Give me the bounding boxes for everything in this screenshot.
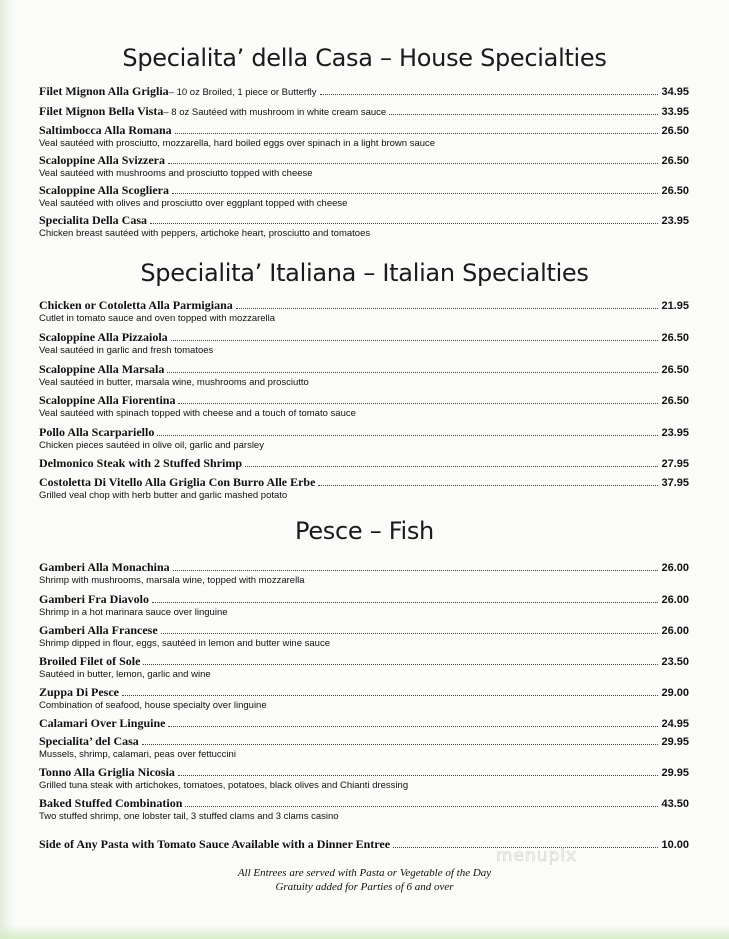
page-edge-shadow <box>0 0 14 939</box>
dot-leader <box>168 726 658 727</box>
item-name: Side of Any Pasta with Tomato Sauce Available with a Dinner Entree <box>39 837 391 851</box>
dot-leader <box>143 664 658 665</box>
dot-leader <box>178 403 658 404</box>
dot-leader <box>175 133 659 134</box>
dot-leader <box>236 308 659 309</box>
dot-leader <box>320 94 659 95</box>
item-price: 26.50 <box>661 155 689 167</box>
menu-item <box>39 104 689 119</box>
item-inline-desc: – 8 oz Sautéed with mushroom in white cream sauce <box>163 107 387 118</box>
item-name: Zuppa Di Pesce <box>39 685 120 699</box>
item-name: Gamberi Fra Diavolo <box>39 592 149 606</box>
menu-item <box>39 84 689 99</box>
menu-item <box>39 654 689 681</box>
dot-leader <box>172 193 658 194</box>
dot-leader <box>161 633 659 634</box>
item-description: Grilled veal chop with herb butter and garlic mashed potato <box>39 490 288 501</box>
menu-item <box>39 623 689 650</box>
item-price: 26.50 <box>661 395 689 407</box>
menu-item <box>39 560 689 587</box>
menu-item <box>39 796 689 823</box>
dot-leader <box>245 466 658 467</box>
item-price: 26.50 <box>661 332 689 344</box>
item-name: Tonno Alla Griglia Nicosia <box>39 765 175 779</box>
menu-item <box>39 298 689 325</box>
item-price: 29.00 <box>661 687 689 699</box>
item-price: 37.95 <box>661 477 689 489</box>
menu-item <box>39 475 689 502</box>
item-description: Sautéed in butter, lemon, garlic and wine <box>39 669 211 680</box>
item-name: Scaloppine Alla Scogliera <box>39 183 170 197</box>
item-price: 26.50 <box>661 364 689 376</box>
item-price: 27.95 <box>661 458 689 470</box>
menupix-watermark: menupix <box>496 846 578 866</box>
item-price: 43.50 <box>661 798 689 810</box>
item-price: 26.50 <box>661 185 689 197</box>
item-price: 29.95 <box>661 736 689 748</box>
menu-item <box>39 213 689 240</box>
dot-leader <box>142 744 659 745</box>
item-name: Filet Mignon Bella Vista <box>39 104 164 118</box>
dot-leader <box>157 435 658 436</box>
item-name: Scaloppine Alla Marsala <box>39 362 165 376</box>
dot-leader <box>178 775 659 776</box>
item-name: Broiled Filet of Sole <box>39 654 141 668</box>
item-price: 24.95 <box>661 718 689 730</box>
section-title-house-specialties: Specialita’ della Casa – House Specialties <box>122 44 607 72</box>
item-name: Specialita Della Casa <box>39 213 147 227</box>
item-description: Veal sautéed in butter, marsala wine, mushrooms and prosciutto <box>39 377 309 388</box>
item-price: 26.00 <box>661 625 689 637</box>
menu-item <box>39 153 689 180</box>
menu-item <box>39 393 689 420</box>
item-price: 26.00 <box>661 562 689 574</box>
item-description: Shrimp dipped in flour, eggs, sautéed in lemon and butter wine sauce <box>39 638 330 649</box>
menu-item <box>39 362 689 389</box>
section-title-italian-specialties: Specialita’ Italiana – Italian Specialties <box>140 259 589 287</box>
item-inline-desc: – 10 oz Broiled, 1 piece or Butterfly <box>168 87 317 98</box>
item-price: 23.95 <box>661 215 689 227</box>
item-name: Gamberi Alla Francese <box>39 623 158 637</box>
footer-note-gratuity: Gratuity added for Parties of 6 and over <box>275 881 454 893</box>
item-description: Mussels, shrimp, calamari, peas over fettuccini <box>39 749 236 760</box>
item-name: Costoletta Di Vitello Alla Griglia Con Burro Alle Erbe <box>39 475 316 489</box>
menu-item <box>39 183 689 210</box>
item-description: Veal sautéed with prosciutto, mozzarella, hard boiled eggs over spinach in a light brown sauce <box>39 138 436 149</box>
item-description: Chicken pieces sautéed in olive oil, garlic and parsley <box>39 440 264 451</box>
item-price: 23.50 <box>661 656 689 668</box>
item-name: Baked Stuffed Combination <box>39 796 183 810</box>
dot-leader <box>152 602 658 603</box>
item-description: Cutlet in tomato sauce and oven topped with mozzarella <box>39 313 276 324</box>
item-price: 26.00 <box>661 594 689 606</box>
item-name: Saltimbocca Alla Romana <box>39 123 172 137</box>
side-pasta-item <box>39 837 689 852</box>
item-description: Veal sautéed in garlic and fresh tomatoes <box>39 345 214 356</box>
menu-item <box>39 592 689 619</box>
dot-leader <box>185 806 658 807</box>
item-price: 23.95 <box>661 427 689 439</box>
item-price: 34.95 <box>661 86 689 98</box>
item-description: Chicken breast sautéed with peppers, artichoke heart, prosciutto and tomatoes <box>39 228 371 239</box>
item-description: Veal sautéed with spinach topped with cheese and a touch of tomato sauce <box>39 408 356 419</box>
item-description: Combination of seafood, house specialty over linguine <box>39 700 267 711</box>
menu-item <box>39 123 689 150</box>
item-name: Delmonico Steak with 2 Stuffed Shrimp <box>39 456 243 470</box>
item-price: 33.95 <box>661 106 689 118</box>
item-description: Two stuffed shrimp, one lobster tail, 3 stuffed clams and 3 clams casino <box>39 811 339 822</box>
menu-item <box>39 734 689 761</box>
item-name: Chicken or Cotoletta Alla Parmigiana <box>39 298 233 312</box>
item-name: Scaloppine Alla Fiorentina <box>39 393 176 407</box>
item-name: Filet Mignon Alla Griglia <box>39 84 169 98</box>
dot-leader <box>389 114 658 115</box>
dot-leader <box>167 372 658 373</box>
dot-leader <box>150 223 658 224</box>
item-price: 29.95 <box>661 767 689 779</box>
section-title-fish: Pesce – Fish <box>295 517 434 545</box>
item-description: Veal sautéed with mushrooms and prosciutto topped with cheese <box>39 168 313 179</box>
item-price: 21.95 <box>661 300 689 312</box>
item-description: Grilled tuna steak with artichokes, tomatoes, potatoes, black olives and Chianti dressing <box>39 780 409 791</box>
dot-leader <box>171 340 659 341</box>
item-name: Gamberi Alla Monachina <box>39 560 170 574</box>
dot-leader <box>318 485 658 486</box>
dot-leader <box>173 570 659 571</box>
item-name: Calamari Over Linguine <box>39 716 166 730</box>
item-name: Scaloppine Alla Svizzera <box>39 153 165 167</box>
menu-item <box>39 765 689 792</box>
item-description: Shrimp with mushrooms, marsala wine, topped with mozzarella <box>39 575 305 586</box>
item-description: Veal sautéed with olives and prosciutto over eggplant topped with cheese <box>39 198 348 209</box>
item-price: 26.50 <box>661 125 689 137</box>
dot-leader <box>122 695 658 696</box>
menu-item <box>39 425 689 452</box>
menu-item <box>39 685 689 712</box>
item-name: Specialita’ del Casa <box>39 734 139 748</box>
item-name: Scaloppine Alla Pizzaiola <box>39 330 168 344</box>
item-description: Shrimp in a hot marinara sauce over linguine <box>39 607 228 618</box>
dot-leader <box>168 163 658 164</box>
item-name: Pollo Alla Scarpariello <box>39 425 155 439</box>
page-bottom-band <box>0 925 729 939</box>
menu-item <box>39 456 689 471</box>
menu-item <box>39 716 689 731</box>
footer-note-entrees: All Entrees are served with Pasta or Vegetable of the Day <box>237 867 492 879</box>
item-price: 10.00 <box>661 839 689 851</box>
menu-item <box>39 330 689 357</box>
